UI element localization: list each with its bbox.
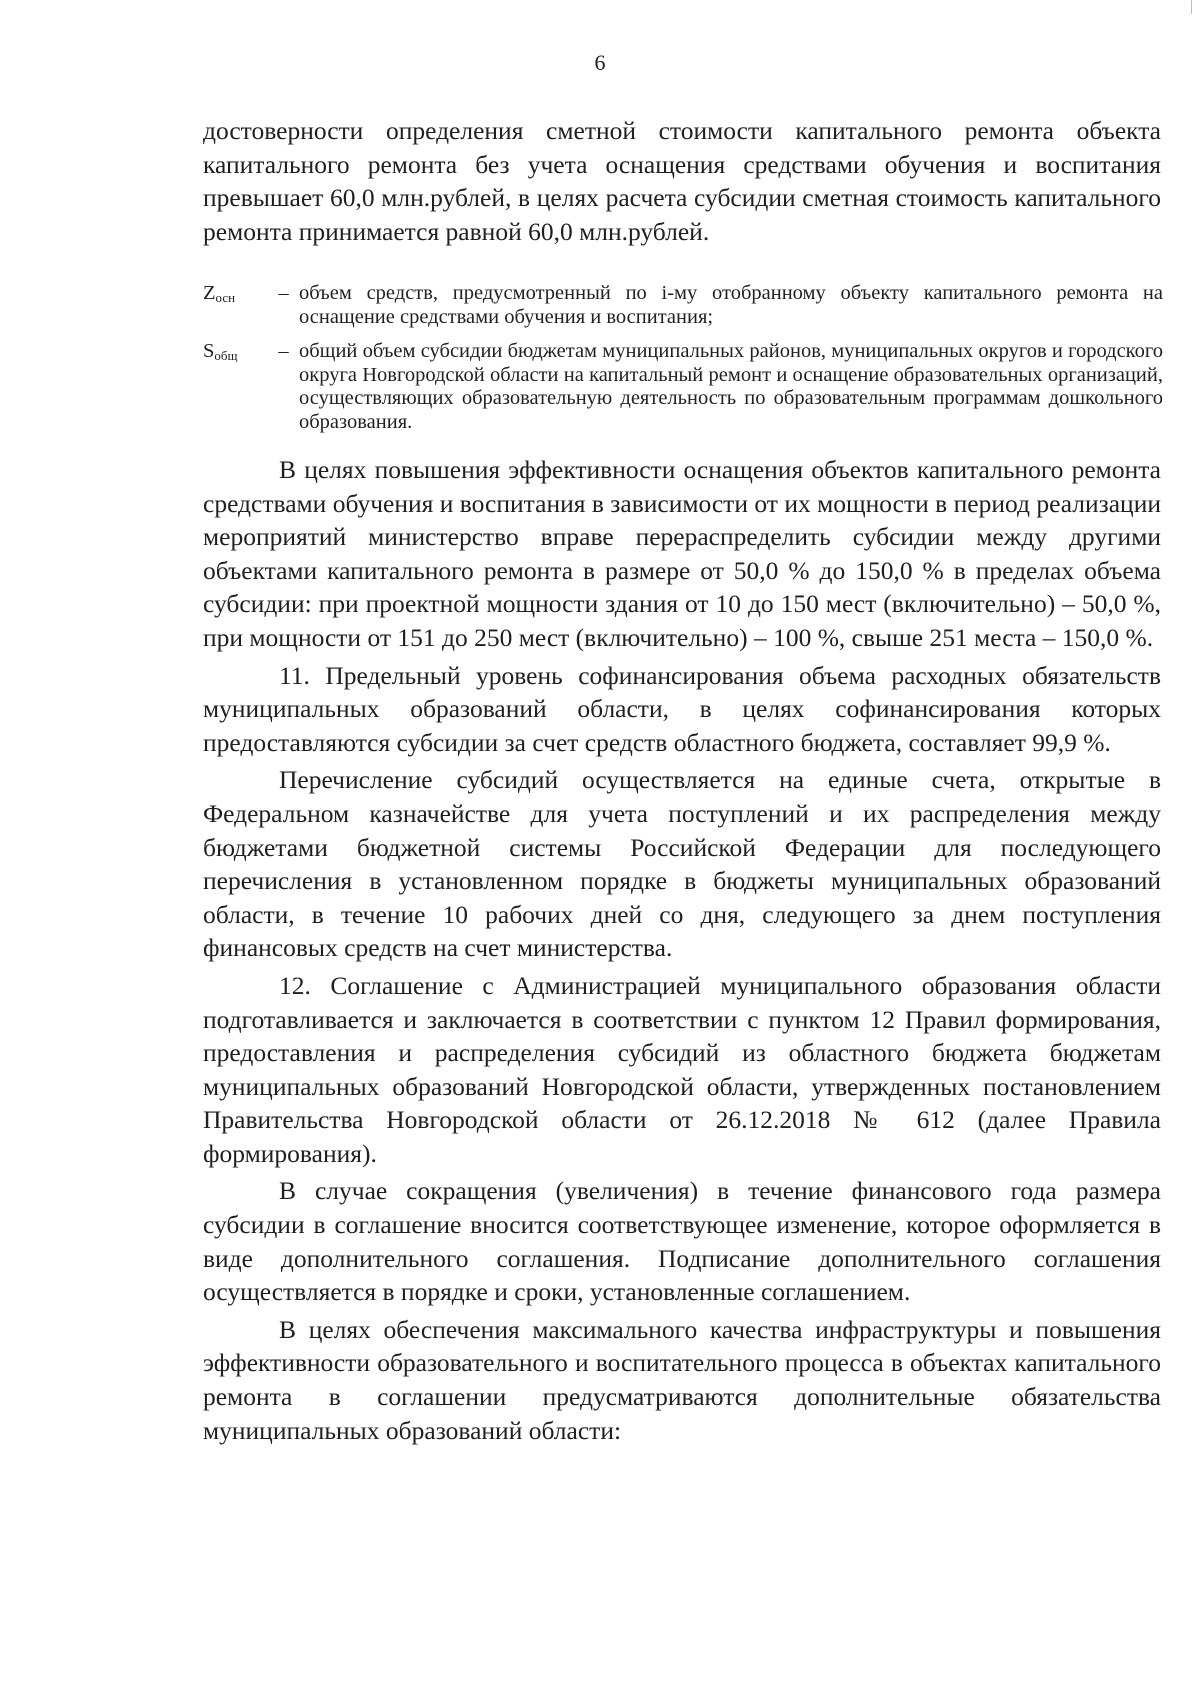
scan-edge-mark (1191, 0, 1192, 14)
intro-block (203, 114, 1161, 248)
symbol-subscript: общ (214, 348, 238, 363)
paragraph-reduction: В случае сокращения (увеличения) в течение финансового года размера субсидии в соглашение вносится соответствующее изменение, которое оформляется в виде дополнительного соглашения. Подписание дополнительного соглашения осуществляется в порядке и сроки, установленные соглашением. (203, 1176, 1161, 1307)
main-text-block (203, 453, 1161, 1447)
definition-text: объем средств, предусмотренный по i-му отобранному объекту капитального ремонта на оснащение средствами обучения и воспитания; (299, 282, 1163, 328)
definition-symbol (203, 282, 268, 310)
definition-symbol (203, 340, 268, 368)
symbol-letter: S (203, 340, 215, 362)
definition-dash: – (278, 340, 289, 362)
symbol-subscript: осн (215, 290, 236, 305)
definition-s-obsh (203, 340, 1163, 434)
paragraph-transfer: Перечисление субсидий осуществляется на единые счета, открытые в Федеральном казначействе для учета поступлений и их распределения между бюджетами бюджетной системы Российской Федерации для последующего перечисления в установленном порядке в бюджеты муниципальных образований области, в течение 10 рабочих дней со дня, следующего за днем поступления финансовых средств на счет министерства. (203, 765, 1161, 963)
paragraph-item-12: 12. Соглашение с Администрацией муниципального образования области подготавливается и заключается в соответствии с пунктом 12 Правил формирования, предоставления и распределения субсидий из областного бюджета бюджетам муниципальных образований Новгородской области, утвержденных постановлением Правительства Новгородской области от 26.12.2018 № 612 (далее Правила формирования). (203, 970, 1161, 1168)
paragraph-obligations: В целях обеспечения максимального качества инфраструктуры и повышения эффективности образовательного и воспитательного процесса в объектах капитального ремонта в соглашении предусматриваются дополнительные обязательства муниципальных образований области: (203, 1314, 1161, 1445)
definition-text: общий объем субсидии бюджетам муниципальных районов, муниципальных округов и городского округа Новгородской области на капитальный ремонт и оснащение образовательных организаций, осуществляющих образовательную деятельность по образовательным программам дошкольного образования. (299, 340, 1163, 433)
symbol-letter: Z (203, 282, 216, 304)
page-number: 6 (594, 50, 606, 75)
paragraph-item-11: 11. Предельный уровень софинансирования объема расходных обязательств муниципальных образований области, в целях софинансирования которых предоставляются субсидии за счет средств областного бюджета, составляет 99,9 %. (203, 660, 1161, 757)
definition-z-osn (203, 282, 1163, 329)
definition-dash: – (278, 282, 289, 304)
intro-paragraph: достоверности определения сметной стоимости капитального ремонта объекта капитального ремонта без учета оснащения средствами обучения и воспитания превышает 60,0 млн.рублей, в целях расчета субсидии сметная стоимость капитального ремонта принимается равной 60,0 млн.рублей. (203, 116, 1161, 246)
definitions-list (203, 282, 1163, 445)
paragraph-redistribution: В целях повышения эффективности оснащения объектов капитального ремонта средствами обучения и воспитания в зависимости от их мощности в период реализации мероприятий министерство вправе перераспределить субсидии между другими объектами капитального ремонта в размере от 50,0 % до 150,0 % в пределах объема субсидии: при проектной мощности здания от 10 до 150 мест (включительно) – 50,0 %, при мощности от 151 до 250 мест (включительно) – 100 %, свыше 251 места – 150,0 %. (203, 455, 1161, 652)
